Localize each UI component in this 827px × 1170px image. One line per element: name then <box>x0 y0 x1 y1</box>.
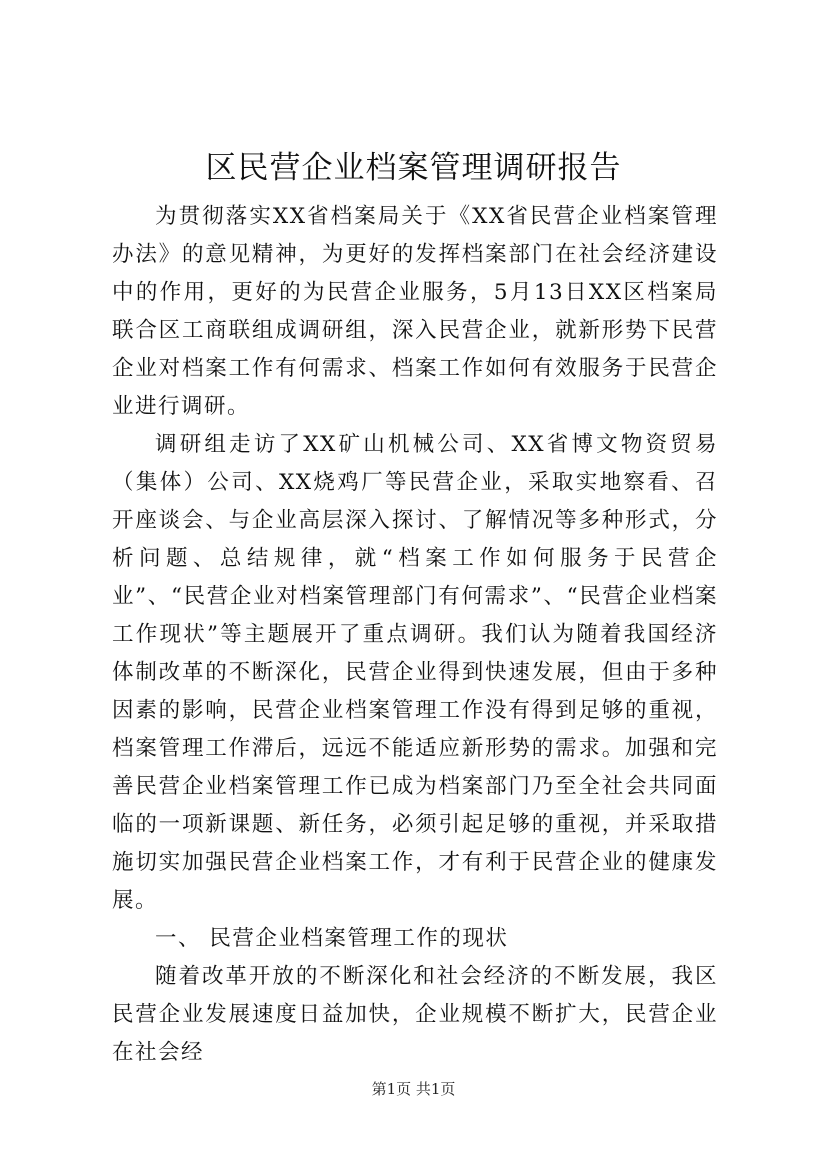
paragraph-research: 调研组走访了XX矿山机械公司、XX省博文物资贸易（集体）公司、XX烧鸡厂等民营企业，采取实地察看、召开座谈会、与企业高层深入探讨、了解情况等多种形式，分析问题、总结规律，就“档案工作如何服务于民营企业”、“民营企业对档案管理部门有何需求”、“民营企业档案工作现状”等主题展开了重点调研。我们认为随着我国经济体制改革的不断深化，民营企业得到快速发展，但由于多种因素的影响，民营企业档案管理工作没有得到足够的重视，档案管理工作滞后，远远不能适应新形势的需求。加强和完善民营企业档案管理工作已成为档案部门乃至全社会共同面临的一项新课题、新任务，必须引起足够的重视，并采取措施切实加强民营企业档案工作，才有利于民营企业的健康发展。 <box>112 432 718 913</box>
document-body <box>112 198 718 1072</box>
paragraph-intro: 为贯彻落实XX省档案局关于《XX省民营企业档案管理办法》的意见精神，为更好的发挥档案部门在社会经济建设中的作用，更好的为民营企业服务，5月13日XX区档案局联合区工商联组成调研组，深入民营企业，就新形势下民营企业对档案工作有何需求、档案工作如何有效服务于民营企业进行调研。 <box>112 204 718 419</box>
page-footer: 第1页 共1页 <box>371 1080 456 1098</box>
section-heading: 一、 民营企业档案管理工作的现状 <box>155 926 509 951</box>
document-title: 区民营企业档案管理调研报告 <box>205 150 622 186</box>
paragraph-section-1: 随着改革开放的不断深化和社会经济的不断发展，我区民营企业发展速度日益加快，企业规模不断扩大，民营企业在社会经 <box>112 964 718 1065</box>
